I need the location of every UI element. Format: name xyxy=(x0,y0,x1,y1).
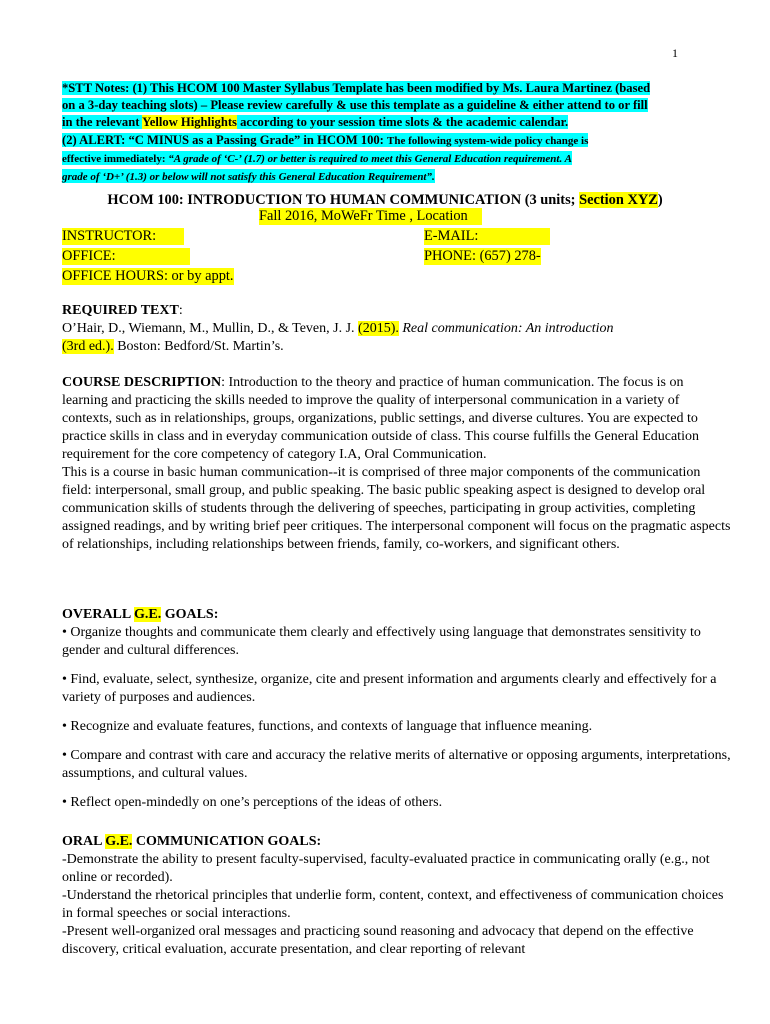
notes-yellow-highlights: Yellow Highlights xyxy=(142,115,237,130)
oral-ge-highlight: G.E. xyxy=(105,834,133,849)
alert-grade-d: grade of ‘D+’ (1.3) or below will not satisfy this General Education Requirement”. xyxy=(62,171,435,184)
oral-goals-heading: ORAL G.E. COMMUNICATION GOALS: xyxy=(62,834,322,849)
notes-line-1: *STT Notes: (1) This HCOM 100 Master Syllabus Template has been modified by Ms. Laura Martinez (based xyxy=(62,81,651,95)
course-title: HCOM 100: INTRODUCTION TO HUMAN COMMUNICATION (3 units; Section XYZ) xyxy=(107,192,663,208)
overall-goals-section xyxy=(62,606,732,812)
course-description-para-1: COURSE DESCRIPTION: Introduction to the theory and practice of human communication. The focus is on learning and practicing the skills needed to improve the quality of interpersonal communication in a variety of contexts, such as in relationships, groups, organizations, public settings, and diverse cultures. You are expected to practice skills in class and in everyday communication outside of class. This course fulfills the General Education requirement for the core competency of category I.A, Oral Communication. xyxy=(62,375,699,462)
notes-line-3-pre: in the relevant xyxy=(62,115,143,130)
section-placeholder: Section XYZ xyxy=(579,192,658,208)
phone-field: PHONE: (657) 278- xyxy=(424,248,541,264)
notes-block xyxy=(62,81,650,183)
overall-goal-item: • Recognize and evaluate features, functions, and contexts of language that influence meaning. xyxy=(62,719,593,734)
overall-goals-heading: OVERALL G.E. GOALS: xyxy=(62,607,219,622)
alert-policy: The following system-wide policy change is xyxy=(387,134,589,147)
office-field: OFFICE: xyxy=(62,248,190,265)
term-line: Fall 2016, MoWeFr Time , Location xyxy=(259,208,482,225)
citation-year: (2015). xyxy=(358,321,399,336)
overall-ge-highlight: G.E. xyxy=(133,607,162,622)
overall-goal-item: • Find, evaluate, select, synthesize, organize, cite and present information and arguments clearly and effectively for a variety of purposes and audiences. xyxy=(62,672,717,705)
oral-goal-item: -Understand the rhetorical principles that underlie form, content, context, and effectiveness of communication choices in formal speeches or social interactions. xyxy=(62,888,724,921)
alert-grade-c: “A grade of ‘C-’ (1.7) or better is required to meet this General Education requirement. A xyxy=(168,152,572,165)
oral-goal-item: -Demonstrate the ability to present faculty-supervised, faculty-evaluated practice in communicating orally (e.g., not online or recorded). xyxy=(62,852,710,885)
overall-goal-item: • Compare and contrast with care and accuracy the relative merits of alternative or opposing arguments, interpretations, assumptions, and cultural values. xyxy=(62,748,731,781)
course-description-para-2: This is a course in basic human communication--it is comprised of three major components of the communication field: interpersonal, small group, and public speaking. The basic public speaking aspect is designed to develop oral communication skills of students through the delivering of speeches, participating in group activities, completing assigned readings, and by writing brief peer critiques. The interpersonal component will focus on the pragmatic aspects of relationships, including relationships between friends, family, co-workers, and significant others. xyxy=(62,465,731,552)
notes-line-2: on a 3-day teaching slots) – Please review carefully & use this template as a guideline & either attend to or fill xyxy=(62,98,648,113)
citation-edition: (3rd ed.). xyxy=(62,339,114,354)
oral-goals-section xyxy=(62,833,732,959)
email-field: E-MAIL: xyxy=(424,228,550,245)
oral-goal-item: -Present well-organized oral messages and practicing sound reasoning and advocacy that depend on the effective discovery, critical evaluation, accurate presentation, and clear reporting of relevant xyxy=(62,924,694,957)
alert-effective: effective immediately: xyxy=(62,152,169,165)
required-text-section: REQUIRED TEXT: O’Hair, D., Wiemann, M., Mullin, D., & Teven, J. J. (2015). Real communication: An introduction (3rd ed.). Boston: Bedford/St. Martin’s. xyxy=(62,302,732,356)
office-hours-field: OFFICE HOURS: or by appt. xyxy=(62,268,234,284)
required-text-citation: O’Hair, D., Wiemann, M., Mullin, D., & Teven, J. J. (2015). Real communication: An introduction (3rd ed.). Boston: Bedford/St. Martin’s. xyxy=(62,321,614,354)
overall-goal-item: • Organize thoughts and communicate them clearly and effectively using language that demonstrates sensitivity to gender and cultural differences. xyxy=(62,625,701,658)
course-description-section xyxy=(62,374,732,554)
alert-lead: (2) ALERT: “C MINUS as a Passing Grade” in HCOM 100: xyxy=(62,132,388,147)
overall-goal-item: • Reflect open-mindedly on one’s perceptions of the ideas of others. xyxy=(62,795,443,810)
required-text-heading: REQUIRED TEXT xyxy=(62,303,179,318)
notes-line-3-post: according to your session time slots & the academic calendar. xyxy=(236,115,569,130)
course-description-heading: COURSE DESCRIPTION xyxy=(62,375,222,390)
page-number: 1 xyxy=(672,46,678,60)
instructor-field: INSTRUCTOR: xyxy=(62,228,184,245)
stt-notes xyxy=(62,80,722,186)
